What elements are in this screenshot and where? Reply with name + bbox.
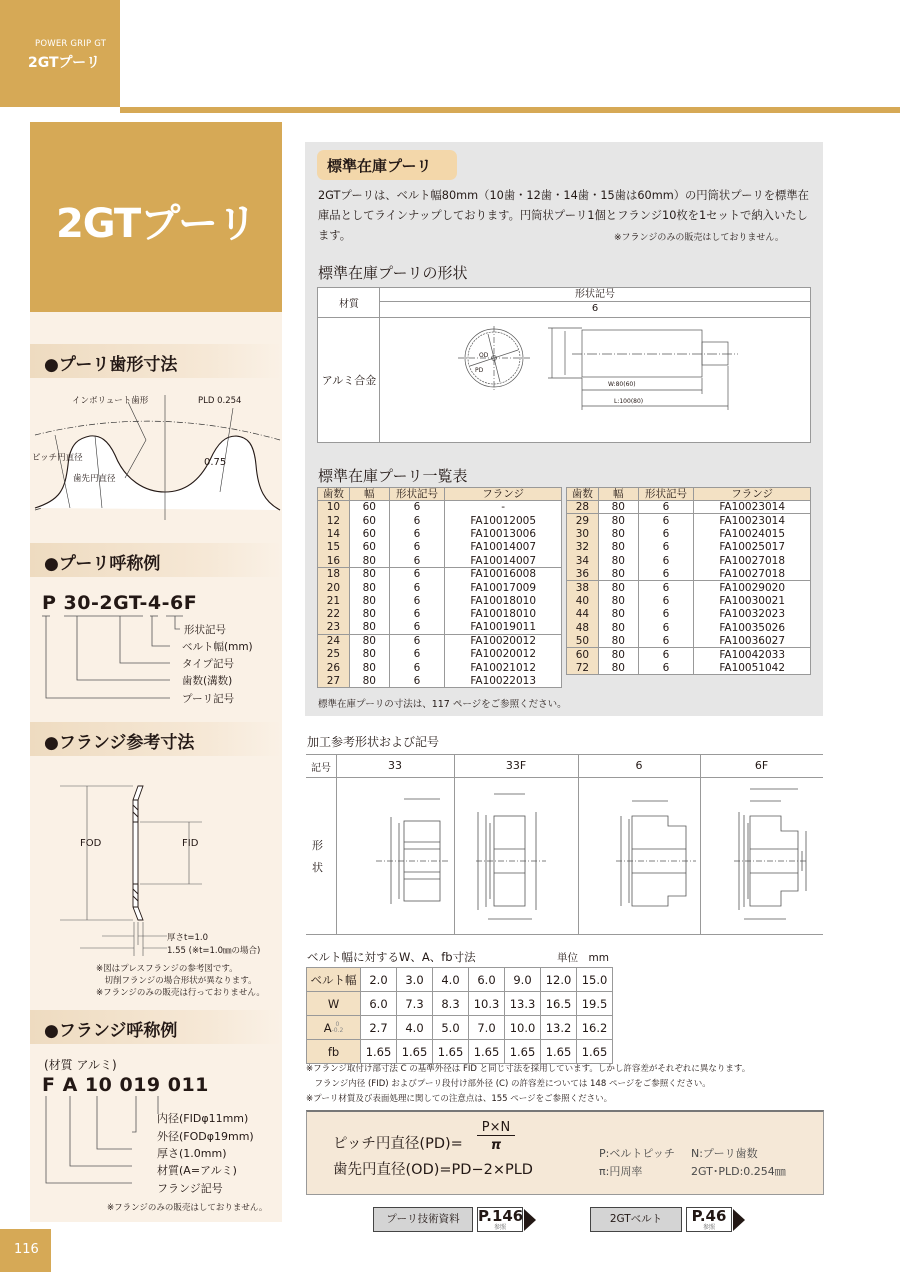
fod-label: FOD (80, 838, 102, 849)
shape-cell: 6 (638, 567, 694, 580)
od-label: OD (479, 352, 489, 359)
table-row (567, 567, 811, 580)
tip-dia-label: 歯先円直径 (73, 474, 116, 484)
shape-cell: 6 (389, 634, 445, 647)
table-row (318, 675, 562, 688)
stock-list-note: 標準在庫プーリの寸法は、117 ページをご参照ください。 (318, 699, 567, 710)
teeth-cell: 40 (567, 594, 599, 607)
formula-box (306, 1110, 824, 1195)
table-row (567, 661, 811, 674)
value-cell: 6.0 (361, 992, 397, 1016)
th-shape: 形状記号 (638, 488, 694, 501)
th-width: 幅 (598, 488, 638, 501)
ref-page: P.146 参照 (478, 1207, 524, 1231)
table-row (318, 581, 562, 594)
od-formula: 歯先円直径(OD)=PD−2×PLD (333, 1162, 533, 1178)
legend-pulley-symbol: プーリ記号 (182, 693, 235, 705)
pd-formula-num: P×N (477, 1120, 515, 1136)
legend-flange-symbol: フランジ記号 (157, 1182, 223, 1195)
stock-table-left (317, 487, 562, 688)
shape-cell: 6 (638, 514, 694, 527)
list-title: 標準在庫プーリ一覧表 (318, 467, 468, 485)
teeth-cell: 22 (318, 608, 350, 621)
fid-label: FID (182, 838, 199, 849)
footnote-1: ※フランジ取付け部寸法 C の基準外径は FID と同じ寸法を採用しています。しかし許容差がそれぞれに異なります。 (306, 1064, 751, 1074)
value-cell: 2.0 (361, 968, 397, 992)
shape-label-1: 形 (312, 839, 323, 852)
teeth-cell: 18 (318, 567, 350, 580)
width-cell: 80 (598, 541, 638, 554)
width-cell: 60 (349, 501, 389, 514)
table-row (307, 1016, 613, 1040)
width-cell: 80 (598, 621, 638, 634)
legend-inner-dia: 内径(FIDφ11mm) (157, 1112, 249, 1125)
value-cell: 16.5 (541, 992, 577, 1016)
teeth-cell: 15 (318, 541, 350, 554)
width-cell: 80 (598, 661, 638, 674)
th-flange: フランジ (694, 488, 811, 501)
table-row (567, 594, 811, 607)
th-teeth: 歯数 (567, 488, 599, 501)
flange-cell: FA10023014 (694, 501, 811, 514)
table-row (307, 968, 613, 992)
teeth-cell: 38 (567, 581, 599, 594)
shape-cell: 6 (389, 621, 445, 634)
dim-table (306, 967, 613, 1064)
page-title: 2GTプーリ (55, 201, 257, 247)
shape-cell: 6 (638, 621, 694, 634)
teeth-cell: 26 (318, 661, 350, 674)
th-width: 幅 (349, 488, 389, 501)
teeth-cell: 21 (318, 594, 350, 607)
shape-cell: 6 (638, 541, 694, 554)
section-flange-dims (30, 722, 282, 756)
width-cell: 80 (598, 527, 638, 540)
width-cell: 80 (598, 608, 638, 621)
flange-cell: FA10021012 (445, 661, 562, 674)
legend-material: 材質(A=アルミ) (157, 1164, 237, 1177)
table-row (567, 581, 811, 594)
row-header: W (307, 992, 361, 1016)
legend-n: N:プーリ歯数 (691, 1147, 758, 1160)
width-cell: 80 (598, 567, 638, 580)
value-cell: 13.3 (505, 992, 541, 1016)
flange-cell: FA10018010 (445, 608, 562, 621)
value-cell: 5.0 (433, 1016, 469, 1040)
pld-label: PLD 0.254 (198, 396, 242, 406)
flange-cell: FA10051042 (694, 661, 811, 674)
shape-cell: 6 (389, 554, 445, 567)
th-flange: フランジ (445, 488, 562, 501)
flange-cell: FA10032023 (694, 608, 811, 621)
table-row (567, 554, 811, 567)
page-number: 116 (0, 1229, 51, 1272)
value-cell: 1.65 (469, 1040, 505, 1064)
header-rule (120, 107, 900, 113)
teeth-cell: 12 (318, 514, 350, 527)
table-row (307, 992, 613, 1016)
processing-table (306, 754, 823, 935)
width-cell: 80 (349, 634, 389, 647)
header-block (0, 0, 120, 107)
flange-cell: FA10019011 (445, 621, 562, 634)
ref-label: 2GTベルト (590, 1207, 682, 1232)
value-cell: 10.0 (505, 1016, 541, 1040)
legend-shape-symbol: 形状記号 (184, 624, 226, 636)
width-cell: 80 (349, 621, 389, 634)
value-cell: 3.0 (397, 968, 433, 992)
table-row (318, 514, 562, 527)
row-header: ベルト幅 (307, 968, 361, 992)
l-dim-label: L:100(80) (614, 398, 644, 405)
teeth-cell: 32 (567, 541, 599, 554)
teeth-cell: 28 (567, 501, 599, 514)
value-cell: 12.0 (541, 968, 577, 992)
value-cell: 1.65 (505, 1040, 541, 1064)
shape-value: 6 (591, 303, 599, 314)
shape-cell: 6 (389, 581, 445, 594)
stock-tag (317, 150, 457, 180)
width-cell: 60 (349, 514, 389, 527)
flange-note-1: ※図はプレスフランジの参考図です。 (96, 964, 238, 974)
title-block (30, 122, 282, 312)
table-row (318, 527, 562, 540)
col-6: 6 (635, 759, 643, 772)
shape-table (317, 287, 811, 443)
flange-cell: FA10023014 (694, 514, 811, 527)
footnote-3: ※プーリ材質及び表面処理に関しての注意点は、155 ページをご参照ください。 (306, 1094, 613, 1104)
flange-note-3: ※フランジのみの販売は行っておりません。 (96, 988, 265, 998)
shape-cell: 6 (638, 501, 694, 514)
width-cell: 80 (349, 648, 389, 661)
width-cell: 80 (349, 608, 389, 621)
stock-tag-label: 標準在庫プーリ (327, 157, 432, 175)
table-row (318, 634, 562, 647)
flange-cell: FA10027018 (694, 554, 811, 567)
width-cell: 80 (598, 634, 638, 647)
dim-table-unit: 単位 mm (557, 952, 609, 964)
shape-cell: 6 (389, 567, 445, 580)
arrow-right-icon (524, 1209, 536, 1231)
row-header: fb (307, 1040, 361, 1064)
processing-title: 加工参考形状および記号 (307, 735, 440, 749)
width-cell: 80 (598, 554, 638, 567)
col-shape: 形状記号 (380, 288, 810, 302)
shape-cell: 6 (638, 634, 694, 647)
footnote-2: フランジ内径 (FID) およびプーリ段付け部外径 (C) の許容差については 148 ページをご参照ください。 (306, 1079, 711, 1089)
flange-cell: FA10025017 (694, 541, 811, 554)
flange-cell: FA10016008 (445, 567, 562, 580)
table-row (318, 648, 562, 661)
stock-intro-note: ※フランジのみの販売はしておりません。 (614, 233, 784, 243)
arrow-right-icon (733, 1209, 745, 1231)
teeth-cell: 10 (318, 501, 350, 514)
width-cell: 60 (349, 541, 389, 554)
teeth-cell: 36 (567, 567, 599, 580)
processing-shape-drawings (336, 779, 823, 935)
width-cell: 80 (349, 567, 389, 580)
value-cell: 2.7 (361, 1016, 397, 1040)
flange-cell: FA10035026 (694, 621, 811, 634)
flange-diagram (30, 760, 282, 960)
teeth-cell: 60 (567, 648, 599, 661)
row-header: A 0 -0.2 (307, 1016, 361, 1040)
teeth-cell: 72 (567, 661, 599, 674)
tolerance: 0 -0.2 (331, 1021, 344, 1034)
shape-cell: 6 (389, 514, 445, 527)
table-row (318, 621, 562, 634)
thickness-label: 厚さt=1.0 (167, 933, 208, 943)
flange-cell: - (445, 501, 562, 514)
dim-table-title: ベルト幅に対するW、A、fb寸法 (307, 950, 476, 964)
flange-cell: FA10020012 (445, 648, 562, 661)
pulley-code-leaders (30, 612, 190, 707)
shape-label-2: 状 (312, 861, 323, 874)
th-teeth: 歯数 (318, 488, 350, 501)
table-row (567, 634, 811, 647)
width-cell: 80 (349, 661, 389, 674)
pitch-dia-label: ピッチ円直径 (32, 453, 83, 463)
section-flange-naming (30, 1010, 282, 1044)
table-row (307, 1040, 613, 1064)
width-cell: 80 (349, 554, 389, 567)
ref-label: プーリ技術資料 (373, 1207, 473, 1232)
shape-title: 標準在庫プーリの形状 (318, 264, 468, 282)
flange-cell: FA10020012 (445, 634, 562, 647)
teeth-cell: 50 (567, 634, 599, 647)
flange-width-label: 1.55 (※t=1.0㎜の場合) (167, 946, 261, 956)
col-6f: 6F (754, 759, 769, 772)
flange-cell: FA10014007 (445, 554, 562, 567)
value-cell: 4.0 (433, 968, 469, 992)
section-title: ●プーリ呼称例 (44, 554, 161, 574)
teeth-cell: 24 (318, 634, 350, 647)
flange-cell: FA10030021 (694, 594, 811, 607)
table-row (318, 661, 562, 674)
width-cell: 80 (598, 514, 638, 527)
legend-pi: π:円周率 (599, 1165, 643, 1178)
col-33f: 33F (505, 759, 527, 772)
teeth-cell: 23 (318, 621, 350, 634)
flange-cell: FA10042033 (694, 648, 811, 661)
flange-cell: FA10017009 (445, 581, 562, 594)
teeth-cell: 27 (318, 675, 350, 688)
shape-cell: 6 (389, 675, 445, 688)
width-cell: 60 (349, 527, 389, 540)
shape-cell: 6 (389, 501, 445, 514)
value-cell: 1.65 (433, 1040, 469, 1064)
pd-formula-lhs: ピッチ円直径(PD)= (333, 1136, 463, 1152)
teeth-cell: 16 (318, 554, 350, 567)
section-pulley-naming (30, 543, 282, 577)
pulley-code: P 30-2GT-4-6F (42, 592, 198, 614)
value-cell: 1.65 (541, 1040, 577, 1064)
shape-cell: 6 (389, 608, 445, 621)
value-cell: 4.0 (397, 1016, 433, 1040)
shape-cell: 6 (389, 661, 445, 674)
teeth-cell: 29 (567, 514, 599, 527)
flange-note-2: 切削フランジの場合形状が異なります。 (96, 976, 257, 986)
legend-teeth: 歯数(溝数) (182, 675, 233, 687)
table-row (318, 594, 562, 607)
value-cell: 13.2 (541, 1016, 577, 1040)
table-row (318, 608, 562, 621)
width-cell: 80 (598, 648, 638, 661)
teeth-cell: 20 (318, 581, 350, 594)
width-cell: 80 (349, 675, 389, 688)
flange-naming-note: ※フランジのみの販売はしておりません。 (107, 1203, 268, 1213)
table-row (567, 514, 811, 527)
th-shape: 形状記号 (389, 488, 445, 501)
flange-cell: FA10027018 (694, 567, 811, 580)
tooth-profile-diagram (30, 380, 282, 520)
shape-cell: 6 (389, 594, 445, 607)
shape-cell: 6 (638, 648, 694, 661)
flange-cell: FA10014007 (445, 541, 562, 554)
width-cell: 80 (349, 594, 389, 607)
flange-code-leaders (30, 1094, 160, 1189)
width-cell: 80 (598, 501, 638, 514)
flange-cell: FA10018010 (445, 594, 562, 607)
shape-cell: 6 (638, 581, 694, 594)
teeth-cell: 14 (318, 527, 350, 540)
value-cell: 16.2 (577, 1016, 613, 1040)
material-value: アルミ合金 (321, 374, 377, 387)
legend-belt-width: ベルト幅(mm) (182, 641, 253, 653)
shape-cell: 6 (389, 527, 445, 540)
legend-thickness: 厚さ(1.0mm) (157, 1147, 227, 1160)
col-material: 材質 (339, 299, 359, 310)
table-row (567, 527, 811, 540)
ref-page: P.46 参照 (686, 1207, 732, 1232)
value-cell: 7.0 (469, 1016, 505, 1040)
series-label: POWER GRIP GT (35, 39, 107, 49)
flange-cell: FA10022013 (445, 675, 562, 688)
table-row (567, 608, 811, 621)
value-cell: 8.3 (433, 992, 469, 1016)
stock-table-right (566, 487, 811, 675)
flange-cell: FA10012005 (445, 514, 562, 527)
teeth-cell: 30 (567, 527, 599, 540)
value-cell: 1.65 (577, 1040, 613, 1064)
flange-cell: FA10024015 (694, 527, 811, 540)
shape-cell: 6 (638, 661, 694, 674)
w-dim-label: W:80(60) (608, 381, 636, 388)
table-row (567, 541, 811, 554)
section-title: ●プーリ歯形寸法 (44, 355, 178, 375)
table-row (567, 648, 811, 661)
symbol-header: 記号 (311, 763, 331, 774)
cylinder-pulley-drawing (458, 326, 748, 436)
table-row (318, 554, 562, 567)
section-tooth-profile (30, 344, 282, 378)
value-cell: 7.3 (397, 992, 433, 1016)
table-row (318, 567, 562, 580)
involute-label: インボリュート歯形 (72, 396, 149, 406)
stock-intro: 2GTプーリは、ベルト幅80mm（10歯・12歯・14歯・15歯は60mm）の円筒状プーリを標準在庫品としてラインナップしております。円筒状プーリ1個とフランジ10枚を1セットで納入いたします。 (318, 189, 809, 242)
value-cell: 9.0 (505, 968, 541, 992)
shape-cell: 6 (638, 527, 694, 540)
value-cell: 10.3 (469, 992, 505, 1016)
flange-cell: FA10013006 (445, 527, 562, 540)
teeth-cell: 48 (567, 621, 599, 634)
legend-pld: 2GT･PLD:0.254㎜ (691, 1165, 786, 1178)
teeth-cell: 44 (567, 608, 599, 621)
value-cell: 1.65 (361, 1040, 397, 1064)
width-cell: 80 (349, 581, 389, 594)
flange-cell: FA10029020 (694, 581, 811, 594)
value-cell: 15.0 (577, 968, 613, 992)
flange-cell: FA10036027 (694, 634, 811, 647)
flange-code: F A 10 019 011 (42, 1074, 209, 1096)
teeth-cell: 34 (567, 554, 599, 567)
legend-type: タイプ記号 (182, 658, 234, 670)
legend-p: P:ベルトピッチ (599, 1147, 675, 1160)
shape-cell: 6 (389, 541, 445, 554)
shape-cell: 6 (638, 594, 694, 607)
table-row (318, 501, 562, 514)
table-row (318, 541, 562, 554)
col-33: 33 (388, 759, 402, 772)
teeth-cell: 25 (318, 648, 350, 661)
shape-cell: 6 (638, 608, 694, 621)
value-cell: 6.0 (469, 968, 505, 992)
depth-label: 0.75 (204, 457, 227, 468)
table-row (567, 501, 811, 514)
flange-material: (材質 アルミ) (44, 1058, 117, 1072)
pd-label: PD (475, 367, 484, 374)
section-title: ●フランジ参考寸法 (44, 733, 195, 753)
section-title: ●フランジ呼称例 (44, 1021, 178, 1041)
table-row (567, 621, 811, 634)
pd-formula-den: π (490, 1138, 502, 1153)
value-cell: 19.5 (577, 992, 613, 1016)
shape-cell: 6 (638, 554, 694, 567)
width-cell: 80 (598, 581, 638, 594)
legend-outer-dia: 外径(FODφ19mm) (157, 1130, 254, 1143)
product-label: 2GTプーリ (28, 55, 101, 71)
shape-cell: 6 (389, 648, 445, 661)
width-cell: 80 (598, 594, 638, 607)
value-cell: 1.65 (397, 1040, 433, 1064)
